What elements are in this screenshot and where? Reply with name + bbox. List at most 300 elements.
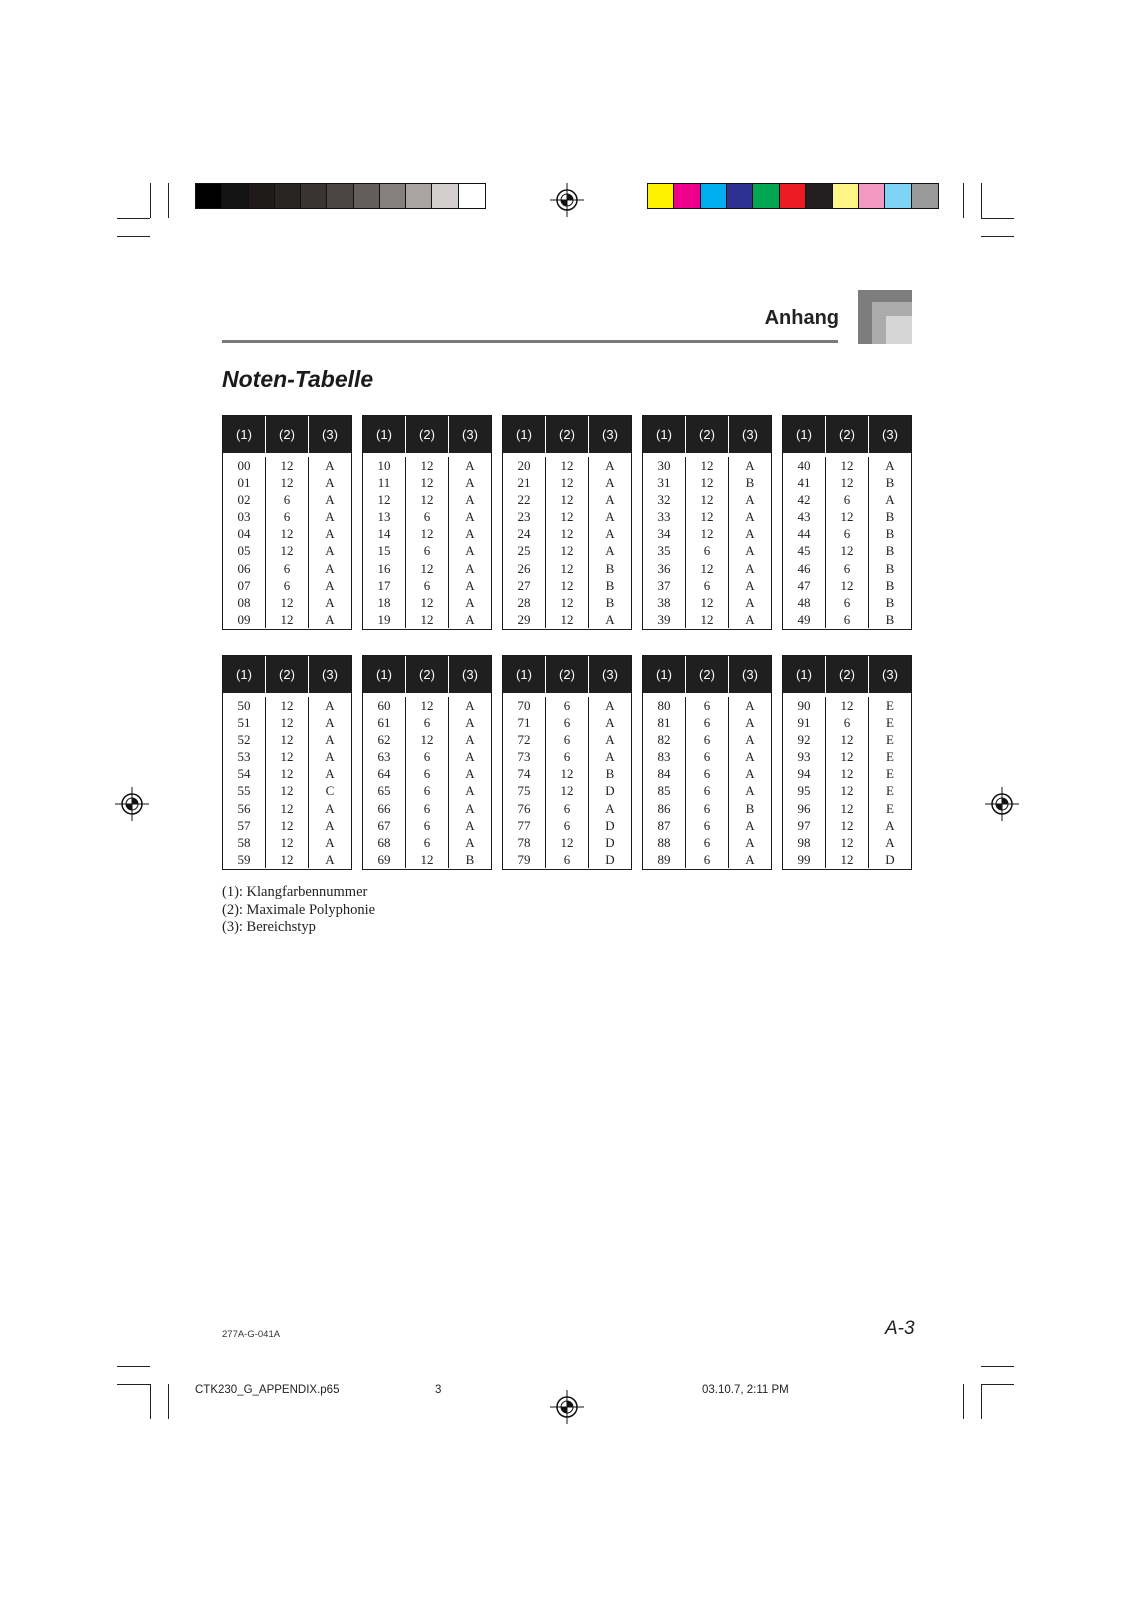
- tone-table: [642, 655, 772, 870]
- table-cell: 43: [797, 509, 811, 525]
- table-cell: B: [885, 475, 895, 491]
- table-cell: A: [325, 766, 335, 782]
- color-swatch: [885, 184, 911, 208]
- table-cell: A: [465, 611, 475, 627]
- table-cell: 6: [423, 766, 431, 782]
- table-cell: 79: [517, 851, 531, 867]
- table-cell: 12: [560, 611, 574, 627]
- table-cell: 6: [423, 783, 431, 799]
- table-cell: E: [886, 766, 894, 782]
- table-cell: 6: [703, 543, 711, 559]
- table-cell: 16: [377, 560, 391, 576]
- table-column: [869, 457, 911, 628]
- table-cell: 12: [560, 560, 574, 576]
- table-cell: 32: [657, 492, 671, 508]
- table-cell: 12: [700, 526, 714, 542]
- table-cell: 12: [420, 526, 434, 542]
- table-cell: A: [745, 577, 755, 593]
- table-column: [503, 697, 546, 868]
- table-cell: 12: [840, 851, 854, 867]
- table-cell: A: [745, 817, 755, 833]
- table-cell: 14: [377, 526, 391, 542]
- column-header: (3): [602, 427, 618, 442]
- table-cell: 12: [377, 492, 391, 508]
- table-cell: B: [605, 560, 615, 576]
- table-cell: 76: [517, 800, 531, 816]
- legend: [222, 884, 375, 937]
- table-cell: A: [745, 492, 755, 508]
- table-cell: 12: [420, 851, 434, 867]
- table-cell: A: [745, 749, 755, 765]
- table-cell: 87: [657, 817, 671, 833]
- table-cell: 55: [237, 783, 251, 799]
- column-header: (3): [322, 427, 338, 442]
- table-cell: 12: [840, 458, 854, 473]
- registration-mark-icon: [985, 787, 1019, 821]
- table-cell: B: [605, 594, 615, 610]
- table-cell: 12: [280, 783, 294, 799]
- table-cell: 21: [517, 475, 531, 491]
- column-header: (2): [546, 416, 589, 453]
- table-cell: 84: [657, 766, 671, 782]
- table-column: [826, 697, 869, 868]
- table-cell: A: [465, 766, 475, 782]
- table-cell: 6: [703, 715, 711, 731]
- table-cell: 06: [237, 560, 251, 576]
- table-column: [266, 697, 309, 868]
- table-cell: 12: [280, 749, 294, 765]
- column-header: (2): [406, 656, 449, 693]
- table-header: [503, 656, 631, 693]
- table-column: [783, 697, 826, 868]
- table-cell: 12: [280, 611, 294, 627]
- table-cell: 20: [517, 458, 531, 473]
- table-cell: D: [605, 834, 615, 850]
- table-cell: 03: [237, 509, 251, 525]
- table-cell: 12: [280, 526, 294, 542]
- table-cell: 12: [420, 492, 434, 508]
- table-cell: 97: [797, 817, 811, 833]
- table-cell: A: [465, 543, 475, 559]
- table-cell: 12: [280, 594, 294, 610]
- table-column: [503, 457, 546, 628]
- table-cell: 6: [703, 698, 711, 713]
- table-cell: 6: [423, 509, 431, 525]
- table-cell: A: [325, 732, 335, 748]
- column-header: (1): [363, 656, 406, 693]
- table-cell: 58: [237, 834, 251, 850]
- color-swatch: [196, 184, 222, 208]
- table-cell: A: [605, 732, 615, 748]
- table-cell: C: [325, 783, 335, 799]
- table-cell: B: [605, 766, 615, 782]
- table-cell: 6: [563, 698, 571, 713]
- table-cell: 12: [560, 543, 574, 559]
- table-cell: 82: [657, 732, 671, 748]
- table-cell: 12: [700, 560, 714, 576]
- table-cell: 6: [423, 800, 431, 816]
- tone-table: [502, 655, 632, 870]
- color-swatch: [727, 184, 753, 208]
- table-cell: 39: [657, 611, 671, 627]
- table-cell: A: [325, 817, 335, 833]
- table-cell: 12: [280, 834, 294, 850]
- table-cell: 78: [517, 834, 531, 850]
- color-swatch: [327, 184, 353, 208]
- table-cell: 37: [657, 577, 671, 593]
- table-cell: 19: [377, 611, 391, 627]
- table-cell: 12: [560, 509, 574, 525]
- table-cell: A: [605, 475, 615, 491]
- slug-timestamp: 03.10.7, 2:11 PM: [702, 1384, 789, 1396]
- table-cell: A: [465, 577, 475, 593]
- color-swatch: [833, 184, 859, 208]
- table-cell: 52: [237, 732, 251, 748]
- table-cell: 6: [563, 817, 571, 833]
- table-cell: 12: [700, 611, 714, 627]
- table-cell: 61: [377, 715, 391, 731]
- table-cell: 12: [560, 526, 574, 542]
- column-header: (2): [826, 416, 869, 453]
- table-cell: A: [465, 594, 475, 610]
- table-cell: 88: [657, 834, 671, 850]
- table-cell: 17: [377, 577, 391, 593]
- table-cell: A: [325, 543, 335, 559]
- table-cell: 95: [797, 783, 811, 799]
- table-cell: 12: [560, 458, 574, 473]
- table-cell: 6: [843, 526, 851, 542]
- table-cell: A: [325, 560, 335, 576]
- table-cell: A: [745, 715, 755, 731]
- column-header: (3): [462, 667, 478, 682]
- color-swatch: [701, 184, 727, 208]
- table-cell: A: [745, 560, 755, 576]
- column-header: (1): [223, 656, 266, 693]
- table-cell: 12: [560, 766, 574, 782]
- table-cell: A: [325, 851, 335, 867]
- table-cell: 22: [517, 492, 531, 508]
- table-cell: 12: [560, 783, 574, 799]
- table-cell: 57: [237, 817, 251, 833]
- grayscale-calibration-bar: [195, 183, 486, 209]
- table-cell: 66: [377, 800, 391, 816]
- table-header: [643, 416, 771, 453]
- table-cell: A: [325, 526, 335, 542]
- color-calibration-bar: [647, 183, 939, 209]
- table-cell: A: [745, 509, 755, 525]
- table-cell: 93: [797, 749, 811, 765]
- table-cell: 42: [797, 492, 811, 508]
- table-cell: B: [885, 543, 895, 559]
- color-swatch: [380, 184, 406, 208]
- table-cell: A: [745, 594, 755, 610]
- table-column: [449, 697, 491, 868]
- column-header: (3): [742, 427, 758, 442]
- table-cell: 6: [563, 851, 571, 867]
- table-cell: A: [605, 800, 615, 816]
- table-header: [223, 656, 351, 693]
- table-column: [589, 457, 631, 628]
- table-cell: 81: [657, 715, 671, 731]
- table-cell: A: [465, 458, 475, 473]
- table-cell: 91: [797, 715, 811, 731]
- table-cell: 12: [420, 475, 434, 491]
- table-cell: E: [886, 732, 894, 748]
- table-header: [783, 416, 911, 453]
- table-cell: A: [325, 698, 335, 713]
- table-cell: 05: [237, 543, 251, 559]
- table-cell: 02: [237, 492, 251, 508]
- tone-table: [362, 415, 492, 630]
- table-header: [363, 656, 491, 693]
- table-cell: A: [325, 594, 335, 610]
- table-column: [266, 457, 309, 628]
- table-cell: 59: [237, 851, 251, 867]
- table-cell: A: [605, 698, 615, 713]
- table-column: [869, 697, 911, 868]
- table-cell: 80: [657, 698, 671, 713]
- table-cell: A: [745, 611, 755, 627]
- table-column: [546, 457, 589, 628]
- table-cell: A: [325, 749, 335, 765]
- table-column: [729, 457, 771, 628]
- table-cell: 25: [517, 543, 531, 559]
- column-header: (3): [462, 427, 478, 442]
- color-swatch: [249, 184, 275, 208]
- table-cell: 6: [423, 817, 431, 833]
- tone-table: [642, 415, 772, 630]
- legend-item: (2): Maximale Polyphonie: [222, 901, 376, 918]
- table-cell: 12: [840, 749, 854, 765]
- tone-table: [782, 415, 912, 630]
- document-code: 277A-G-041A: [222, 1329, 281, 1340]
- table-cell: 46: [797, 560, 811, 576]
- table-cell: 34: [657, 526, 671, 542]
- color-swatch: [275, 184, 301, 208]
- table-cell: 6: [283, 577, 291, 593]
- table-cell: 12: [840, 834, 854, 850]
- registration-mark-icon: [550, 1390, 584, 1424]
- table-cell: E: [886, 715, 894, 731]
- table-cell: A: [885, 458, 895, 473]
- table-cell: A: [325, 509, 335, 525]
- table-column: [729, 697, 771, 868]
- tone-table: [502, 415, 632, 630]
- section-title: Anhang: [764, 307, 839, 329]
- table-cell: 12: [420, 611, 434, 627]
- column-header: (1): [223, 416, 266, 453]
- table-cell: 12: [420, 698, 434, 713]
- table-cell: A: [605, 715, 615, 731]
- table-cell: B: [885, 560, 895, 576]
- table-cell: 12: [560, 594, 574, 610]
- page-title: Noten-Tabelle: [222, 366, 374, 392]
- column-header: (2): [266, 656, 309, 693]
- table-cell: 28: [517, 594, 531, 610]
- table-cell: A: [745, 543, 755, 559]
- table-cell: 40: [797, 458, 811, 473]
- table-cell: 64: [377, 766, 391, 782]
- table-cell: 50: [237, 698, 251, 713]
- table-cell: 89: [657, 851, 671, 867]
- table-cell: 6: [703, 732, 711, 748]
- table-cell: 6: [703, 834, 711, 850]
- column-header: (1): [503, 416, 546, 453]
- table-cell: B: [745, 800, 755, 816]
- table-cell: A: [605, 611, 615, 627]
- table-cell: 12: [840, 783, 854, 799]
- table-cell: 12: [700, 458, 714, 473]
- table-cell: 72: [517, 732, 531, 748]
- table-cell: A: [465, 817, 475, 833]
- table-cell: B: [885, 526, 895, 542]
- table-cell: 6: [283, 560, 291, 576]
- table-cell: A: [465, 749, 475, 765]
- table-cell: 12: [280, 766, 294, 782]
- table-column: [309, 697, 351, 868]
- table-cell: 12: [560, 475, 574, 491]
- table-header: [643, 656, 771, 693]
- column-header: (3): [882, 427, 898, 442]
- table-cell: A: [325, 611, 335, 627]
- legend-item: (1): Klangfarbennummer: [222, 884, 368, 900]
- table-cell: A: [745, 458, 755, 473]
- table-cell: 6: [563, 749, 571, 765]
- table-cell: A: [885, 834, 895, 850]
- table-cell: 12: [840, 577, 854, 593]
- table-cell: 56: [237, 800, 251, 816]
- table-cell: 12: [700, 509, 714, 525]
- table-cell: 08: [237, 594, 251, 610]
- color-swatch: [354, 184, 380, 208]
- table-cell: 12: [560, 577, 574, 593]
- table-cell: 6: [843, 492, 851, 508]
- column-header: (3): [602, 667, 618, 682]
- table-column: [546, 697, 589, 868]
- table-column: [223, 457, 266, 628]
- table-cell: 18: [377, 594, 391, 610]
- table-cell: 6: [703, 577, 711, 593]
- table-cell: E: [886, 783, 894, 799]
- table-cell: 6: [703, 817, 711, 833]
- table-cell: 99: [797, 851, 811, 867]
- table-cell: 12: [420, 732, 434, 748]
- table-header: [783, 656, 911, 693]
- table-cell: D: [605, 817, 615, 833]
- table-column: [406, 697, 449, 868]
- table-cell: B: [885, 509, 895, 525]
- table-cell: 12: [840, 475, 854, 491]
- table-cell: 12: [280, 543, 294, 559]
- column-header: (2): [686, 656, 729, 693]
- table-cell: A: [605, 509, 615, 525]
- legend-item: (3): Bereichstyp: [222, 919, 316, 935]
- table-cell: 70: [517, 698, 531, 713]
- table-cell: 63: [377, 749, 391, 765]
- tone-table: [362, 655, 492, 870]
- table-cell: B: [745, 475, 755, 491]
- table-cell: 6: [703, 783, 711, 799]
- table-cell: A: [325, 715, 335, 731]
- table-column: [223, 697, 266, 868]
- column-header: (3): [882, 667, 898, 682]
- table-cell: 12: [280, 715, 294, 731]
- table-cell: B: [885, 577, 895, 593]
- color-swatch: [432, 184, 458, 208]
- table-cell: 15: [377, 543, 391, 559]
- table-cell: A: [465, 475, 475, 491]
- tone-table: [782, 655, 912, 870]
- table-column: [783, 457, 826, 628]
- table-cell: D: [605, 783, 615, 799]
- table-cell: 47: [797, 577, 811, 593]
- table-cell: 12: [840, 817, 854, 833]
- column-header: (3): [322, 667, 338, 682]
- color-swatch: [674, 184, 700, 208]
- header-rule: [222, 340, 838, 343]
- table-cell: 11: [377, 475, 391, 491]
- table-cell: A: [605, 749, 615, 765]
- table-cell: E: [886, 800, 894, 816]
- table-cell: A: [605, 543, 615, 559]
- color-swatch: [780, 184, 806, 208]
- table-column: [643, 697, 686, 868]
- column-header: (1): [503, 656, 546, 693]
- table-cell: 24: [517, 526, 531, 542]
- table-cell: A: [745, 834, 755, 850]
- table-cell: 12: [280, 817, 294, 833]
- table-cell: 6: [843, 611, 851, 627]
- table-cell: A: [325, 475, 335, 491]
- column-header: (1): [783, 416, 826, 453]
- table-cell: 94: [797, 766, 811, 782]
- table-cell: 12: [840, 732, 854, 748]
- table-cell: A: [745, 851, 755, 867]
- table-column: [643, 457, 686, 628]
- table-cell: 07: [237, 577, 251, 593]
- table-cell: A: [325, 458, 335, 473]
- table-cell: 01: [237, 475, 251, 491]
- table-cell: A: [465, 783, 475, 799]
- color-swatch: [301, 184, 327, 208]
- table-cell: 12: [280, 851, 294, 867]
- table-cell: 12: [840, 766, 854, 782]
- table-cell: 00: [237, 458, 251, 473]
- table-column: [363, 457, 406, 628]
- table-cell: 33: [657, 509, 671, 525]
- table-cell: 74: [517, 766, 531, 782]
- table-cell: 12: [560, 834, 574, 850]
- table-cell: 12: [840, 509, 854, 525]
- section-tab-graphic: [858, 290, 912, 344]
- table-cell: A: [745, 732, 755, 748]
- table-cell: A: [325, 834, 335, 850]
- table-cell: 6: [423, 834, 431, 850]
- table-cell: 6: [703, 766, 711, 782]
- table-cell: A: [465, 492, 475, 508]
- table-cell: A: [465, 834, 475, 850]
- column-header: (1): [363, 416, 406, 453]
- table-cell: A: [605, 492, 615, 508]
- color-swatch: [406, 184, 432, 208]
- table-cell: B: [885, 611, 895, 627]
- table-cell: A: [465, 800, 475, 816]
- table-cell: 26: [517, 560, 531, 576]
- tone-table: [222, 655, 352, 870]
- table-column: [309, 457, 351, 628]
- table-cell: 12: [700, 492, 714, 508]
- table-cell: 6: [283, 492, 291, 508]
